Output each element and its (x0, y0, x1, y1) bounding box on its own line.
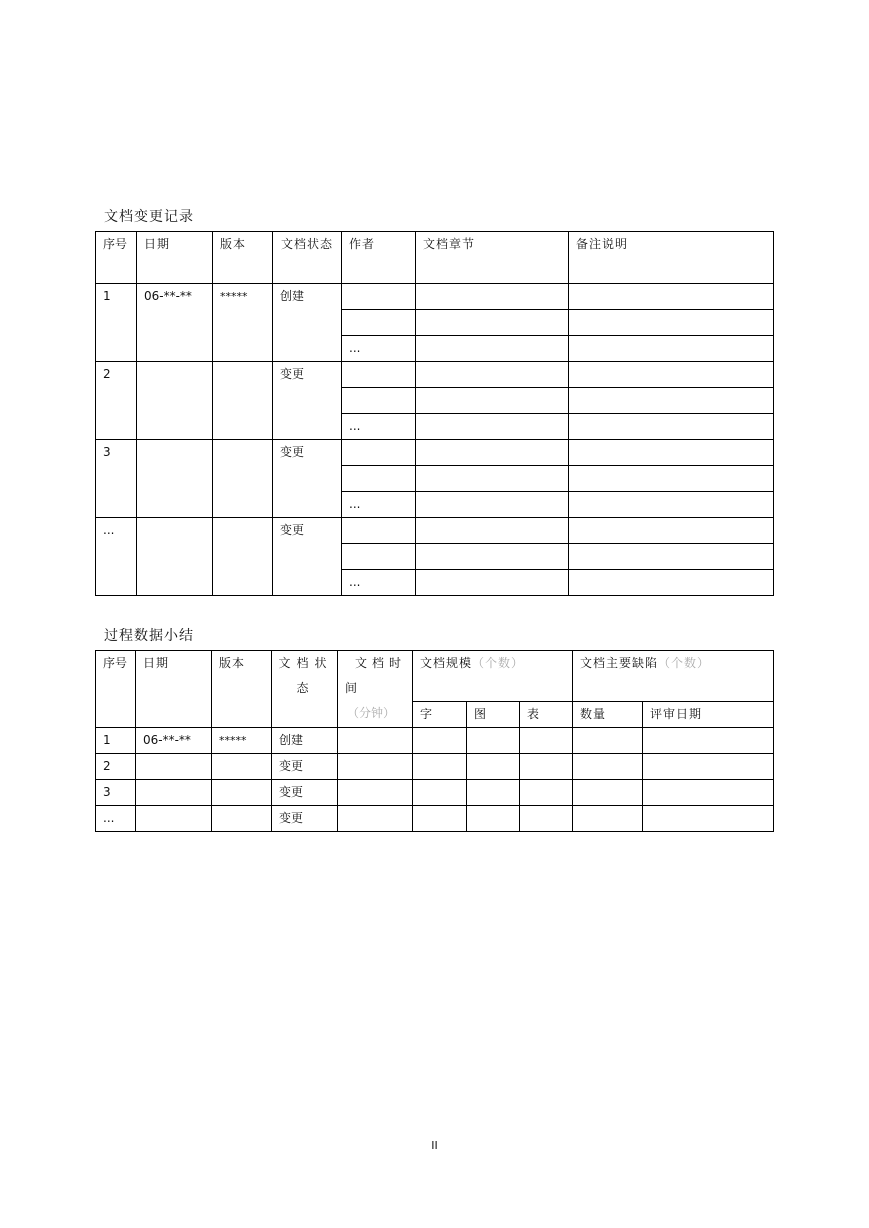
cell-author: ... (342, 570, 416, 596)
page-number: II (431, 1139, 438, 1152)
cell-time (338, 754, 413, 780)
cell-chapter (416, 414, 569, 440)
header-time (338, 651, 413, 728)
cell-status: 变更 (273, 518, 342, 596)
cell-chapter (416, 310, 569, 336)
cell-remarks (569, 362, 774, 388)
cell-date: 06-**-** (137, 284, 213, 362)
cell-remarks (569, 414, 774, 440)
cell-time (338, 780, 413, 806)
header-figures: 图 (467, 702, 520, 728)
header-status: 文档状态 (272, 651, 338, 728)
cell-remarks (569, 570, 774, 596)
header-date: 日期 (136, 651, 212, 728)
cell-date (136, 754, 212, 780)
cell-remarks (569, 466, 774, 492)
cell-date (136, 780, 212, 806)
header-version: 版本 (212, 651, 272, 728)
header-scale (413, 651, 573, 702)
cell-time (338, 806, 413, 832)
cell-version (212, 780, 272, 806)
cell-seq: 3 (96, 780, 136, 806)
cell-chapter (416, 518, 569, 544)
cell-remarks (569, 492, 774, 518)
cell-remarks (569, 440, 774, 466)
process-summary-title: 过程数据小结 (104, 628, 194, 644)
header-chapter: 文档章节 (416, 232, 569, 284)
cell-chars (413, 780, 467, 806)
cell-count (573, 754, 643, 780)
cell-author (342, 544, 416, 570)
table-row (96, 362, 774, 388)
cell-chapter (416, 440, 569, 466)
table-row (96, 440, 774, 466)
cell-status: 变更 (272, 780, 338, 806)
cell-remarks (569, 310, 774, 336)
cell-review-date (643, 780, 774, 806)
cell-author: ... (342, 336, 416, 362)
header-tables: 表 (520, 702, 573, 728)
cell-version (212, 806, 272, 832)
cell-date: 06-**-** (136, 728, 212, 754)
cell-date (137, 440, 213, 518)
cell-author (342, 466, 416, 492)
header-time-label: 文档时间 (345, 656, 407, 695)
cell-seq: 1 (96, 284, 137, 362)
cell-author (342, 310, 416, 336)
cell-chapter (416, 492, 569, 518)
cell-author (342, 440, 416, 466)
cell-tables (520, 806, 573, 832)
header-seq: 序号 (96, 232, 137, 284)
cell-chapter (416, 388, 569, 414)
header-chars: 字 (413, 702, 467, 728)
change-record-title: 文档变更记录 (104, 209, 194, 225)
header-author: 作者 (342, 232, 416, 284)
table-row (96, 284, 774, 310)
table-header-row (96, 232, 774, 284)
header-scale-label: 文档规模 (420, 656, 473, 670)
cell-chars (413, 728, 467, 754)
header-scale-unit: （个数） (472, 656, 525, 670)
table-row (96, 780, 774, 806)
header-seq: 序号 (96, 651, 136, 728)
cell-remarks (569, 388, 774, 414)
cell-author: ... (342, 492, 416, 518)
cell-seq: 2 (96, 362, 137, 440)
cell-figures (467, 728, 520, 754)
cell-author (342, 388, 416, 414)
cell-chapter (416, 336, 569, 362)
table-row (96, 806, 774, 832)
cell-seq: 3 (96, 440, 137, 518)
table-row (96, 518, 774, 544)
cell-seq: 2 (96, 754, 136, 780)
cell-version: ***** (212, 728, 272, 754)
header-status: 文档状态 (273, 232, 342, 284)
header-version: 版本 (213, 232, 273, 284)
cell-chapter (416, 362, 569, 388)
table-header-row (96, 651, 774, 702)
cell-remarks (569, 284, 774, 310)
cell-version (212, 754, 272, 780)
cell-count (573, 728, 643, 754)
cell-remarks (569, 336, 774, 362)
cell-version (213, 518, 273, 596)
cell-figures (467, 806, 520, 832)
header-remarks: 备注说明 (569, 232, 774, 284)
cell-remarks (569, 518, 774, 544)
table-row (96, 754, 774, 780)
cell-remarks (569, 544, 774, 570)
header-review-date: 评审日期 (643, 702, 774, 728)
cell-status: 创建 (273, 284, 342, 362)
cell-review-date (643, 728, 774, 754)
cell-seq: 1 (96, 728, 136, 754)
cell-status: 创建 (272, 728, 338, 754)
cell-seq: ... (96, 518, 137, 596)
cell-status: 变更 (272, 806, 338, 832)
cell-version (213, 362, 273, 440)
cell-date (137, 518, 213, 596)
cell-tables (520, 728, 573, 754)
cell-version: ***** (213, 284, 273, 362)
cell-seq: ... (96, 806, 136, 832)
table-row (96, 728, 774, 754)
cell-status: 变更 (273, 440, 342, 518)
cell-chars (413, 806, 467, 832)
cell-figures (467, 780, 520, 806)
cell-chapter (416, 570, 569, 596)
header-date: 日期 (137, 232, 213, 284)
process-summary-table (95, 650, 774, 832)
header-defects-unit: （个数） (658, 656, 711, 670)
cell-status: 变更 (272, 754, 338, 780)
header-defects-label: 文档主要缺陷 (580, 656, 659, 670)
change-record-table (95, 231, 774, 596)
cell-date (136, 806, 212, 832)
cell-author: ... (342, 414, 416, 440)
cell-version (213, 440, 273, 518)
cell-time (338, 728, 413, 754)
header-defects (573, 651, 774, 702)
cell-count (573, 780, 643, 806)
cell-review-date (643, 806, 774, 832)
cell-tables (520, 754, 573, 780)
cell-tables (520, 780, 573, 806)
header-time-unit: （分钟） (347, 706, 396, 720)
cell-author (342, 518, 416, 544)
cell-figures (467, 754, 520, 780)
cell-chars (413, 754, 467, 780)
cell-review-date (643, 754, 774, 780)
cell-status: 变更 (273, 362, 342, 440)
header-count: 数量 (573, 702, 643, 728)
cell-author (342, 284, 416, 310)
cell-chapter (416, 284, 569, 310)
cell-chapter (416, 466, 569, 492)
cell-chapter (416, 544, 569, 570)
cell-author (342, 362, 416, 388)
cell-count (573, 806, 643, 832)
cell-date (137, 362, 213, 440)
